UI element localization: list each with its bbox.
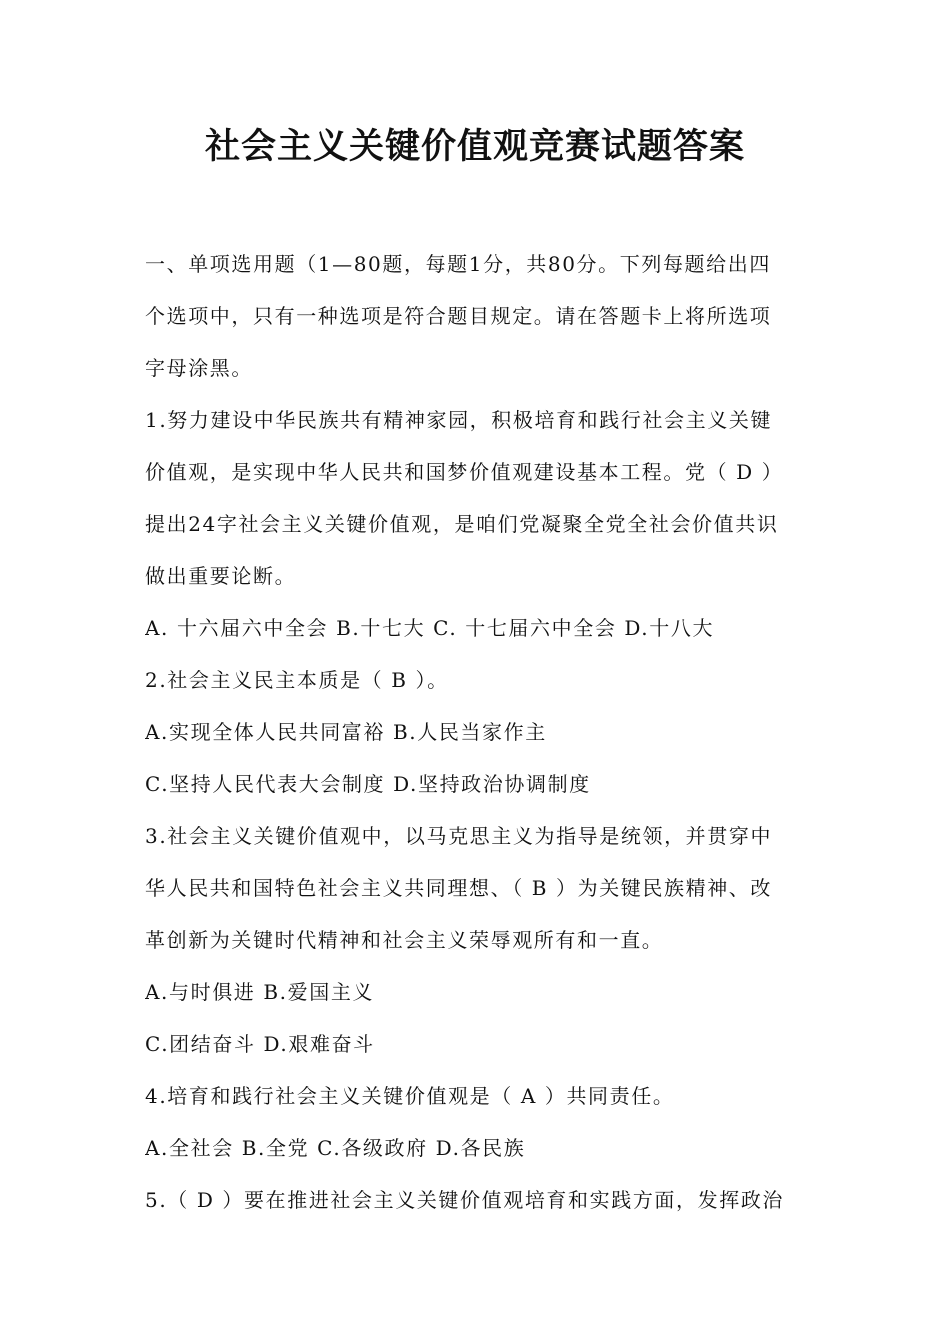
question-line: 1.努力建设中华民族共有精神家园，积极培育和践行社会主义关键 [145,408,773,432]
question-line: 华人民共和国特色社会主义共同理想、（ B ）为关键民族精神、改 [145,876,773,900]
options-line: C.团结奋斗 D.艰难奋斗 [145,1032,375,1056]
question-line: 价值观，是实现中华人民共和国梦价值观建设基本工程。党（ D ） [145,460,784,484]
options-line: A.与时俱进 B.爱国主义 [145,980,375,1004]
question-line: 做出重要论断。 [145,564,297,588]
question-line: 提出24字社会主义关键价值观，是咱们党凝聚全党全社会价值共识 [145,512,779,536]
question-line: 2.社会主义民主本质是（ B ）。 [145,668,449,692]
document-body [145,238,810,1226]
text-line: 一、单项选用题（1—80题，每题1分，共80分。下列每题给出四 [145,252,771,276]
options-line: C.坚持人民代表大会制度 D.坚持政治协调制度 [145,772,591,796]
question-line: 5.（ D ）要在推进社会主义关键价值观培育和实践方面，发挥政治 [145,1188,785,1212]
options-line: A.实现全体人民共同富裕 B.人民当家作主 [145,720,547,744]
question-line: 革创新为关键时代精神和社会主义荣辱观所有和一直。 [145,928,664,952]
question-line: 4.培育和践行社会主义关键价值观是（ A ）共同责任。 [145,1084,675,1108]
question-line: 3.社会主义关键价值观中，以马克思主义为指导是统领，并贯穿中 [145,824,773,848]
options-line: A. 十六届六中全会 B.十七大 C. 十七届六中全会 D.十八大 [145,616,715,640]
options-line: A.全社会 B.全党 C.各级政府 D.各民族 [145,1136,526,1160]
text-line: 个选项中，只有一种选项是符合题目规定。请在答题卡上将所选项 [145,304,772,328]
document-title: 社会主义关键价值观竞赛试题答案 [204,126,745,167]
text-line: 字母涂黑。 [145,356,253,380]
